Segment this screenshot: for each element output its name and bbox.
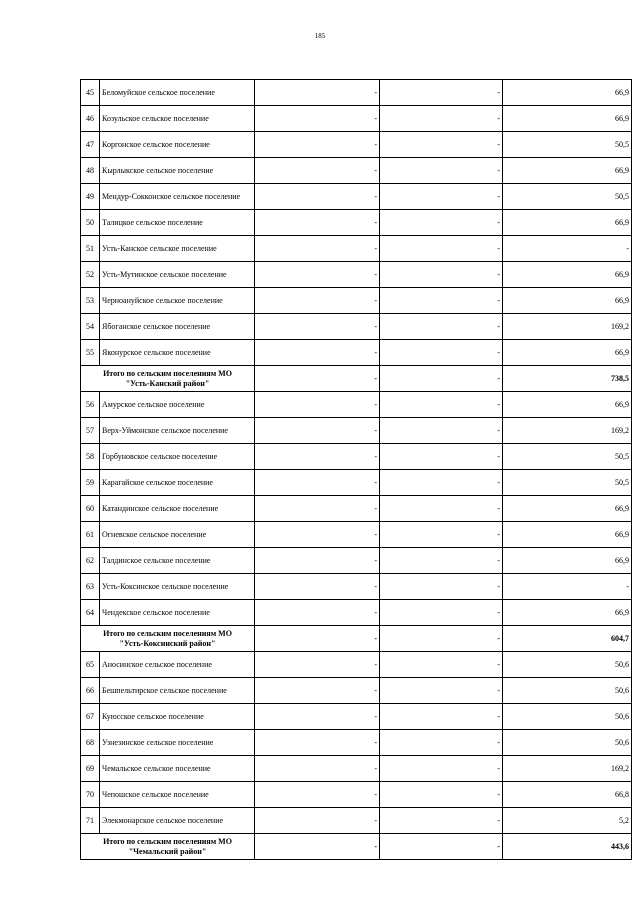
- table-row: [81, 470, 632, 496]
- row-number: 69: [81, 756, 100, 782]
- settlement-name: Узнезинское сельское поселение: [100, 730, 255, 756]
- settlement-name: Беломуйское сельское поселение: [100, 80, 255, 106]
- value-col1: -: [255, 704, 380, 730]
- subtotal-amount: 738,5: [503, 366, 632, 392]
- amount: 66,9: [503, 106, 632, 132]
- settlement-name: Чемальское сельское поселение: [100, 756, 255, 782]
- table-row: [81, 600, 632, 626]
- amount: 66,9: [503, 80, 632, 106]
- table-row: [81, 236, 632, 262]
- value-col1: -: [255, 288, 380, 314]
- value-col2: -: [380, 262, 503, 288]
- amount: 66,9: [503, 262, 632, 288]
- amount: 50,5: [503, 132, 632, 158]
- value-col2: -: [380, 574, 503, 600]
- amount: 169,2: [503, 756, 632, 782]
- row-number: 49: [81, 184, 100, 210]
- value-col2: -: [380, 184, 503, 210]
- settlement-name: Куюсское сельское поселение: [100, 704, 255, 730]
- table-row: [81, 340, 632, 366]
- value-col1: -: [255, 444, 380, 470]
- row-number: 55: [81, 340, 100, 366]
- value-col2: -: [380, 314, 503, 340]
- amount: 50,6: [503, 730, 632, 756]
- row-number: 64: [81, 600, 100, 626]
- table-row: [81, 158, 632, 184]
- amount: 169,2: [503, 314, 632, 340]
- value-col2: -: [380, 496, 503, 522]
- table-row: [81, 574, 632, 600]
- row-number: 70: [81, 782, 100, 808]
- row-number: 59: [81, 470, 100, 496]
- table-row: [81, 418, 632, 444]
- amount: 5,2: [503, 808, 632, 834]
- settlement-name: Огневское сельское поселение: [100, 522, 255, 548]
- settlement-name: Чендекское сельское поселение: [100, 600, 255, 626]
- amount: -: [503, 574, 632, 600]
- row-number: 71: [81, 808, 100, 834]
- amount: 66,9: [503, 158, 632, 184]
- table-row: [81, 80, 632, 106]
- value-col1: -: [255, 132, 380, 158]
- settlement-name: Козульское сельское поселение: [100, 106, 255, 132]
- amount: 50,5: [503, 470, 632, 496]
- subtotal-label: [81, 834, 255, 860]
- table-body: [81, 80, 632, 860]
- table-row: [81, 808, 632, 834]
- amount: 169,2: [503, 418, 632, 444]
- table-row: [81, 522, 632, 548]
- table-row: [81, 106, 632, 132]
- value-col2: -: [380, 392, 503, 418]
- settlement-name: Кырлыкское сельское поселение: [100, 158, 255, 184]
- value-col2: -: [380, 470, 503, 496]
- value-col2: -: [380, 782, 503, 808]
- settlement-name: Катандинское сельское поселение: [100, 496, 255, 522]
- settlement-name: Усть-Мутинское сельское поселение: [100, 262, 255, 288]
- value-col2: -: [380, 158, 503, 184]
- value-col2: -: [380, 236, 503, 262]
- subtotal-label-line2: "Чемальский район": [128, 846, 207, 856]
- table-row: [81, 288, 632, 314]
- row-number: 62: [81, 548, 100, 574]
- value-col1: -: [255, 756, 380, 782]
- value-col2: -: [380, 704, 503, 730]
- value-col2: -: [380, 600, 503, 626]
- value-col1: -: [255, 522, 380, 548]
- settlement-name: Горбуновское сельское поселение: [100, 444, 255, 470]
- table-row: [81, 652, 632, 678]
- settlement-name: Верх-Уймонское сельское поселение: [100, 418, 255, 444]
- settlement-name: Черноануйское сельское поселение: [100, 288, 255, 314]
- value-col1: -: [255, 782, 380, 808]
- amount: 66,9: [503, 210, 632, 236]
- amount: 66,9: [503, 340, 632, 366]
- value-col1: -: [255, 236, 380, 262]
- settlement-name: Яконурское сельское поселение: [100, 340, 255, 366]
- subtotal-amount: 443,6: [503, 834, 632, 860]
- value-col2: -: [380, 132, 503, 158]
- value-col1: -: [255, 548, 380, 574]
- value-col2: -: [380, 756, 503, 782]
- amount: 66,9: [503, 288, 632, 314]
- row-number: 66: [81, 678, 100, 704]
- amount: 66,8: [503, 782, 632, 808]
- row-number: 63: [81, 574, 100, 600]
- value-col1: -: [255, 652, 380, 678]
- settlement-name: Карагайское сельское поселение: [100, 470, 255, 496]
- table-row: [81, 548, 632, 574]
- subtotal-row: [81, 834, 632, 860]
- table-row: [81, 392, 632, 418]
- settlement-name: Усть-Канское сельское поселение: [100, 236, 255, 262]
- value-col2: -: [380, 730, 503, 756]
- value-col1: -: [255, 106, 380, 132]
- value-col2: -: [380, 210, 503, 236]
- subtotal-label: [81, 626, 255, 652]
- value-col1: -: [255, 262, 380, 288]
- subtotal-col1: -: [255, 366, 380, 392]
- row-number: 50: [81, 210, 100, 236]
- row-number: 52: [81, 262, 100, 288]
- table-row: [81, 678, 632, 704]
- value-col1: -: [255, 80, 380, 106]
- value-col1: -: [255, 418, 380, 444]
- table-row: [81, 730, 632, 756]
- settlement-name: Ябоганское сельское поселение: [100, 314, 255, 340]
- row-number: 54: [81, 314, 100, 340]
- subtotal-label-line1: Итого по сельским поселениям МО: [103, 369, 232, 379]
- value-col2: -: [380, 808, 503, 834]
- subtotal-label-line1: Итого по сельским поселениям МО: [103, 629, 232, 639]
- value-col2: -: [380, 106, 503, 132]
- settlement-name: Бешпельтирское сельское поселение: [100, 678, 255, 704]
- subtotal-col2: -: [380, 366, 503, 392]
- value-col1: -: [255, 158, 380, 184]
- amount: -: [503, 236, 632, 262]
- value-col2: -: [380, 522, 503, 548]
- value-col2: -: [380, 340, 503, 366]
- subtotal-amount: 604,7: [503, 626, 632, 652]
- value-col1: -: [255, 808, 380, 834]
- row-number: 45: [81, 80, 100, 106]
- settlement-name: Элекмонарское сельское поселение: [100, 808, 255, 834]
- value-col1: -: [255, 574, 380, 600]
- row-number: 60: [81, 496, 100, 522]
- amount: 50,5: [503, 444, 632, 470]
- value-col2: -: [380, 418, 503, 444]
- settlement-name: Усть-Коксинское сельское поселение: [100, 574, 255, 600]
- settlement-name: Талицкое сельское поселение: [100, 210, 255, 236]
- row-number: 48: [81, 158, 100, 184]
- amount: 50,5: [503, 184, 632, 210]
- value-col2: -: [380, 80, 503, 106]
- amount: 50,6: [503, 704, 632, 730]
- amount: 66,9: [503, 522, 632, 548]
- value-col1: -: [255, 470, 380, 496]
- subtotal-label-line2: "Усть-Коксинский район": [119, 638, 216, 648]
- table-row: [81, 262, 632, 288]
- subtotal-label-line1: Итого по сельским поселениям МО: [103, 837, 232, 847]
- distribution-table: [80, 79, 632, 860]
- table-row: [81, 496, 632, 522]
- amount: 50,6: [503, 652, 632, 678]
- row-number: 57: [81, 418, 100, 444]
- subtotal-label: [81, 366, 255, 392]
- settlement-name: Чепошское сельское поселение: [100, 782, 255, 808]
- subtotal-row: [81, 366, 632, 392]
- row-number: 65: [81, 652, 100, 678]
- table-row: [81, 782, 632, 808]
- table-row: [81, 314, 632, 340]
- row-number: 46: [81, 106, 100, 132]
- value-col1: -: [255, 340, 380, 366]
- row-number: 61: [81, 522, 100, 548]
- settlement-name: Талдинское сельское поселение: [100, 548, 255, 574]
- subtotal-col2: -: [380, 626, 503, 652]
- value-col2: -: [380, 288, 503, 314]
- subtotal-row: [81, 626, 632, 652]
- settlement-name: Мендур-Сокконское сельское поселение: [100, 184, 255, 210]
- row-number: 53: [81, 288, 100, 314]
- table-row: [81, 210, 632, 236]
- settlement-name: Амурское сельское поселение: [100, 392, 255, 418]
- amount: 66,9: [503, 392, 632, 418]
- value-col1: -: [255, 392, 380, 418]
- amount: 66,9: [503, 600, 632, 626]
- amount: 66,9: [503, 496, 632, 522]
- value-col2: -: [380, 548, 503, 574]
- table-row: [81, 132, 632, 158]
- settlement-name: Аносинское сельское поселение: [100, 652, 255, 678]
- value-col1: -: [255, 496, 380, 522]
- value-col1: -: [255, 678, 380, 704]
- row-number: 68: [81, 730, 100, 756]
- subtotal-col2: -: [380, 834, 503, 860]
- row-number: 47: [81, 132, 100, 158]
- settlement-name: Коргонское сельское поселение: [100, 132, 255, 158]
- subtotal-label-line2: "Усть-Канский район": [125, 378, 210, 388]
- subtotal-col1: -: [255, 834, 380, 860]
- value-col2: -: [380, 678, 503, 704]
- value-col2: -: [380, 652, 503, 678]
- value-col1: -: [255, 184, 380, 210]
- table-row: [81, 704, 632, 730]
- table-row: [81, 444, 632, 470]
- value-col1: -: [255, 730, 380, 756]
- value-col2: -: [380, 444, 503, 470]
- value-col1: -: [255, 600, 380, 626]
- amount: 66,9: [503, 548, 632, 574]
- row-number: 51: [81, 236, 100, 262]
- table-row: [81, 756, 632, 782]
- row-number: 67: [81, 704, 100, 730]
- page-number: 185: [314, 32, 326, 40]
- subtotal-col1: -: [255, 626, 380, 652]
- row-number: 58: [81, 444, 100, 470]
- amount: 50,6: [503, 678, 632, 704]
- value-col1: -: [255, 210, 380, 236]
- table-row: [81, 184, 632, 210]
- value-col1: -: [255, 314, 380, 340]
- row-number: 56: [81, 392, 100, 418]
